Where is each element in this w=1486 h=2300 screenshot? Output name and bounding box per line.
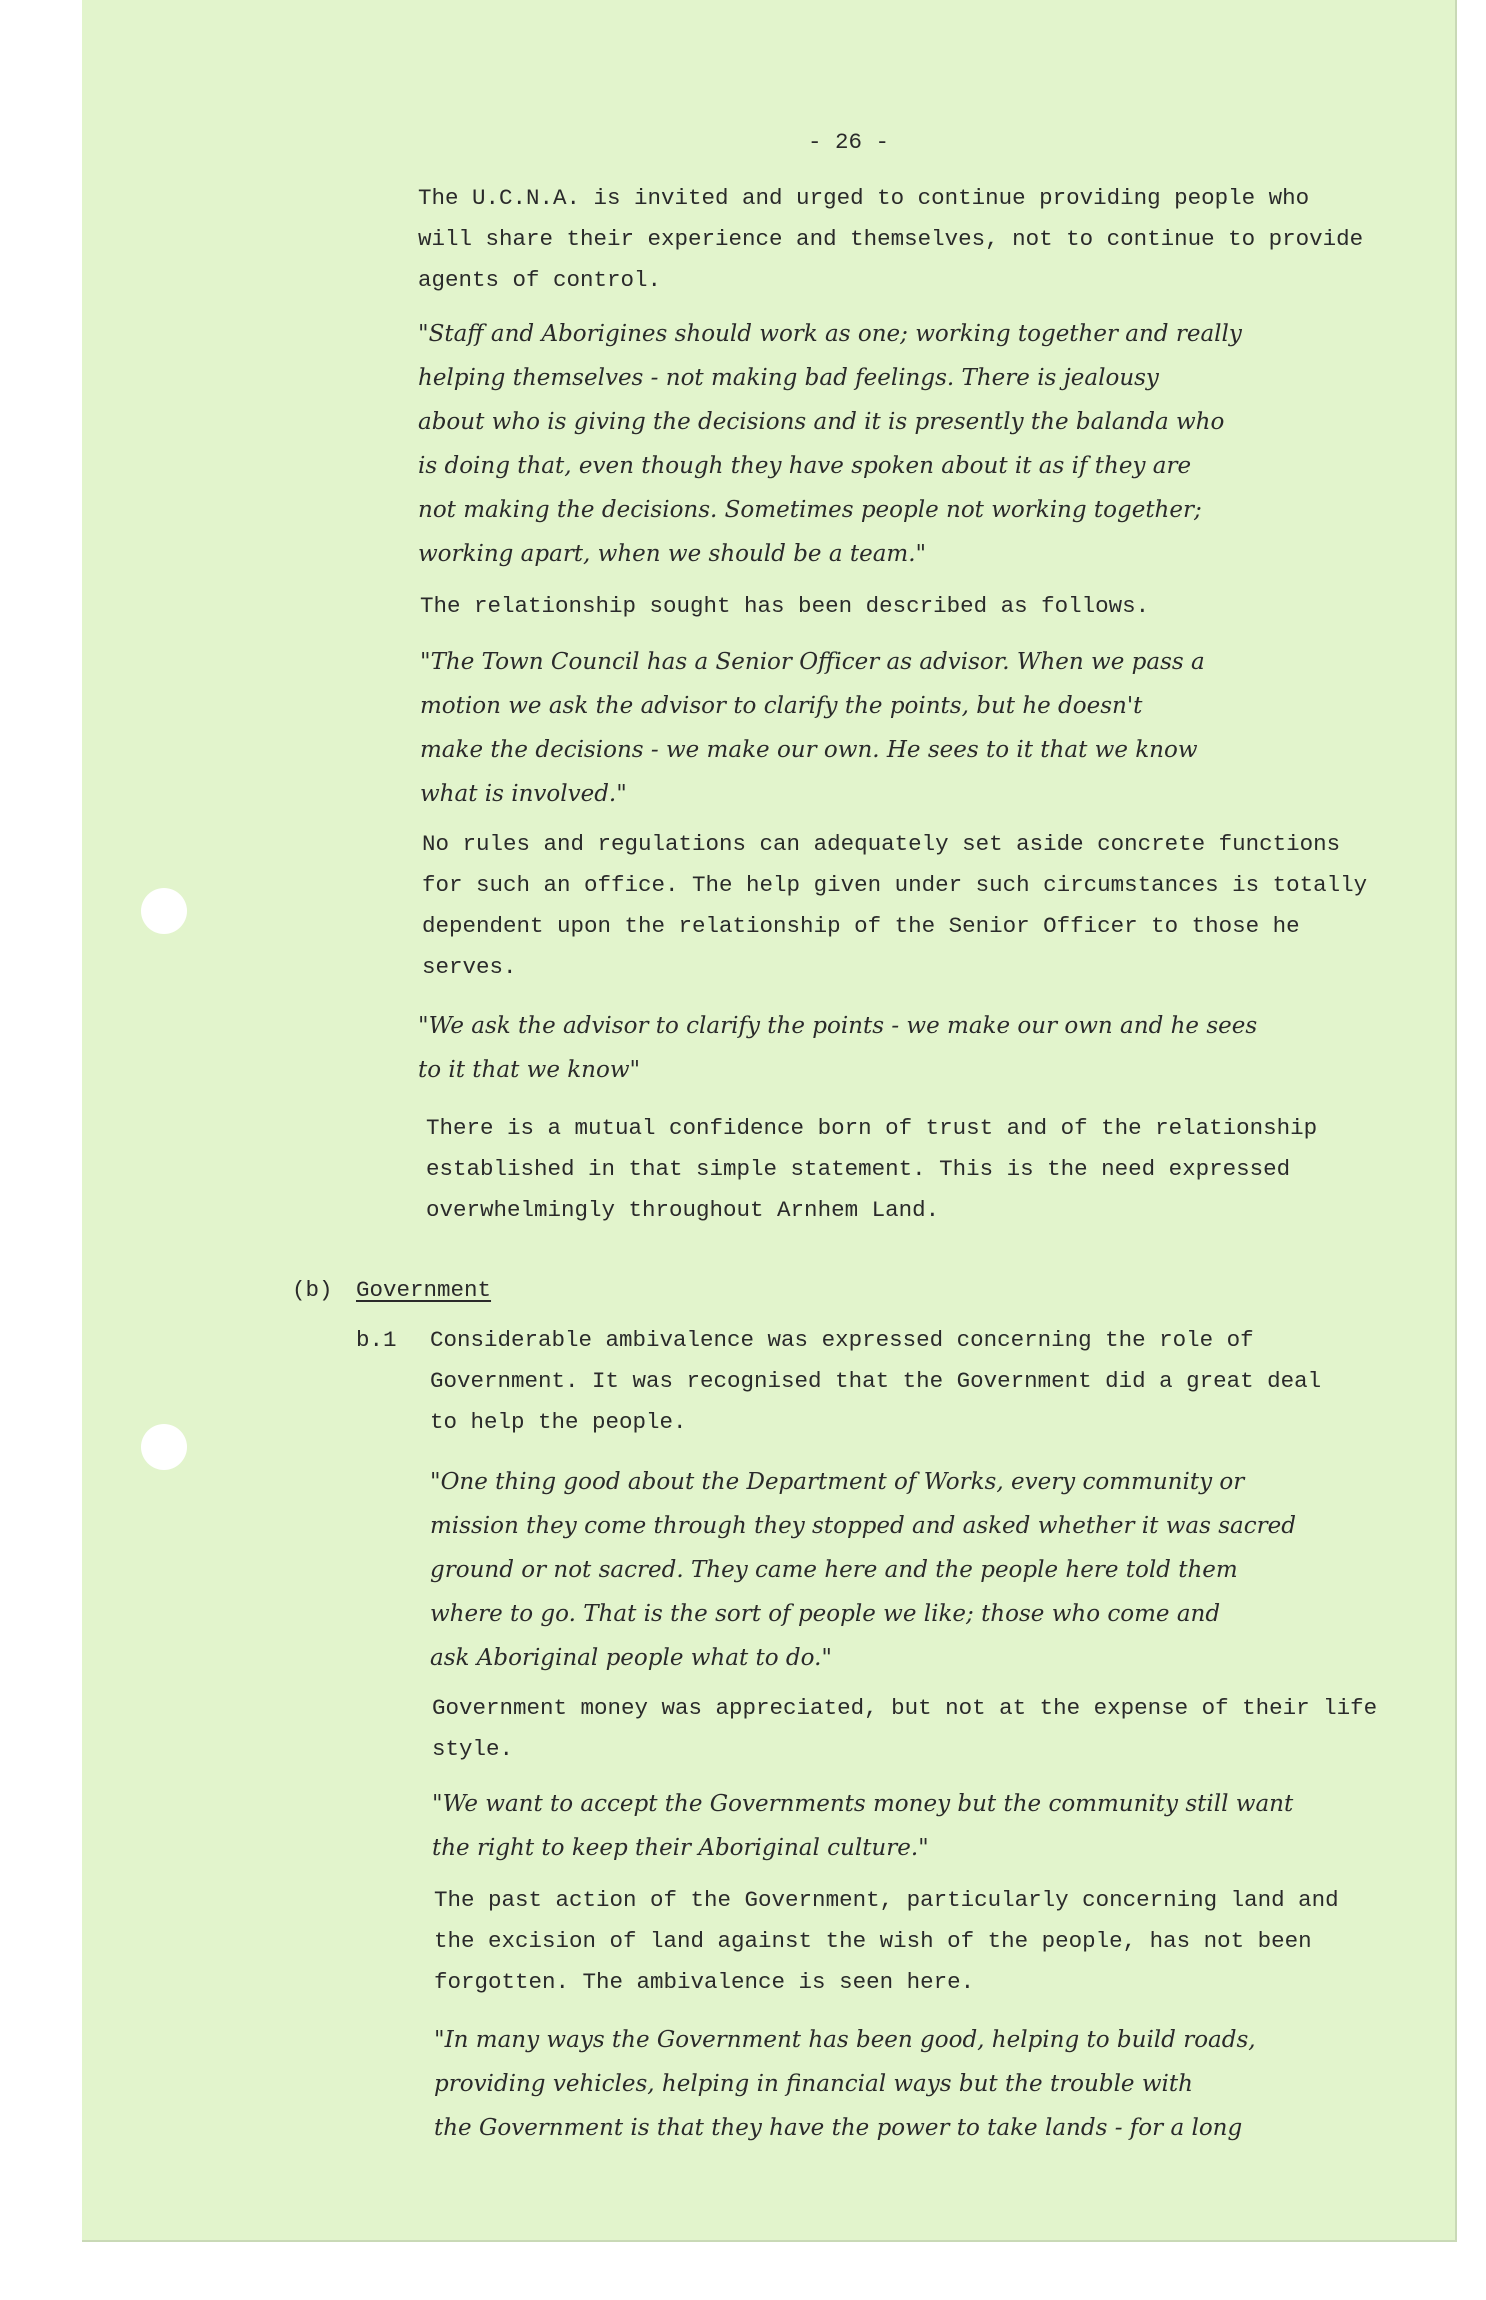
quote-line: is doing that, even though they have spoken about it as if they are <box>418 453 1192 479</box>
quote-line: "One thing good about the Department of Works, every community or <box>430 1469 1245 1495</box>
page-number: - 26 - <box>808 129 890 155</box>
quote-line: "We want to accept the Governments money but the community still want <box>432 1791 1294 1817</box>
paragraph-b1 <box>430 1320 1321 1443</box>
text-line: for such an office. The help given under such circumstances is totally <box>422 872 1368 898</box>
text-line: Government money was appreciated, but not at the expense of their life <box>432 1695 1378 1721</box>
text-line: the excision of land against the wish of the people, has not been <box>434 1928 1312 1954</box>
item-number-b1: b.1 <box>356 1327 397 1353</box>
text-line: Government. It was recognised that the Government did a great deal <box>430 1368 1322 1394</box>
text-line: There is a mutual confidence born of trust and of the relationship <box>426 1115 1318 1141</box>
paragraph-6 <box>434 1880 1339 2003</box>
text-line: The past action of the Government, particularly concerning land and <box>434 1887 1339 1913</box>
quote-line: not making the decisions. Sometimes people not working together; <box>418 497 1202 523</box>
paragraph-4 <box>426 1108 1317 1231</box>
quote-line: the Government is that they have the power to take lands - for a long <box>434 2115 1243 2141</box>
section-b-heading: Government <box>356 1277 492 1303</box>
quote-line: what is involved." <box>420 781 627 807</box>
quote-line: to it that we know" <box>418 1057 641 1083</box>
text-line: established in that simple statement. This is the need expressed <box>426 1156 1291 1182</box>
quote-line: working apart, when we should be a team." <box>418 541 927 567</box>
quote-line: where to go. That is the sort of people we like; those who come and <box>430 1601 1221 1627</box>
quote-line: motion we ask the advisor to clarify the points, but he doesn't <box>420 693 1143 719</box>
text-line: No rules and regulations can adequately set aside concrete functions <box>422 831 1341 857</box>
quote-line: providing vehicles, helping in financial ways but the trouble with <box>434 2071 1193 2097</box>
quote-line: mission they come through they stopped and asked whether it was sacred <box>430 1513 1296 1539</box>
paragraph-3 <box>422 824 1367 988</box>
quote-line: "We ask the advisor to clarify the points - we make our own and he sees <box>418 1013 1258 1039</box>
quote-2 <box>420 640 1205 816</box>
quote-5 <box>432 1782 1293 1870</box>
text-line: style. <box>432 1736 514 1762</box>
text-line: The U.C.N.A. is invited and urged to continue providing people who <box>418 185 1310 211</box>
quote-line: ground or not sacred. They came here and the people here told them <box>430 1557 1238 1583</box>
text-line: Considerable ambivalence was expressed concerning the role of <box>430 1327 1254 1353</box>
text-line: serves. <box>422 954 517 980</box>
text-line: The relationship sought has been described as follows. <box>420 593 1150 619</box>
quote-3 <box>418 1004 1257 1092</box>
quote-4 <box>430 1460 1296 1680</box>
quote-line: "Staff and Aborigines should work as one; working together and really <box>418 321 1242 347</box>
quote-6 <box>434 2018 1256 2150</box>
quote-line: the right to keep their Aboriginal culture." <box>432 1835 929 1861</box>
quote-line: about who is giving the decisions and it is presently the balanda who <box>418 409 1225 435</box>
text-line: agents of control. <box>418 267 662 293</box>
quote-line: "In many ways the Government has been good, helping to build roads, <box>434 2027 1256 2053</box>
paragraph-1 <box>418 178 1363 301</box>
quote-line: ask Aboriginal people what to do." <box>430 1645 832 1671</box>
text-line: forgotten. The ambivalence is seen here. <box>434 1969 975 1995</box>
paragraph-2 <box>420 586 1149 627</box>
text-line: overwhelmingly throughout Arnhem Land. <box>426 1197 940 1223</box>
text-line: to help the people. <box>430 1409 687 1435</box>
quote-line: helping themselves - not making bad feelings. There is jealousy <box>418 365 1159 391</box>
paragraph-5 <box>432 1688 1377 1770</box>
punch-hole <box>141 888 187 934</box>
quote-1 <box>418 312 1242 576</box>
quote-line: "The Town Council has a Senior Officer as advisor. When we pass a <box>420 649 1205 675</box>
text-line: will share their experience and themselves, not to continue to provide <box>418 226 1364 252</box>
quote-line: make the decisions - we make our own. He sees to it that we know <box>420 737 1198 763</box>
punch-hole <box>141 1424 187 1470</box>
section-b-label: (b) <box>292 1277 333 1303</box>
text-line: dependent upon the relationship of the Senior Officer to those he <box>422 913 1300 939</box>
